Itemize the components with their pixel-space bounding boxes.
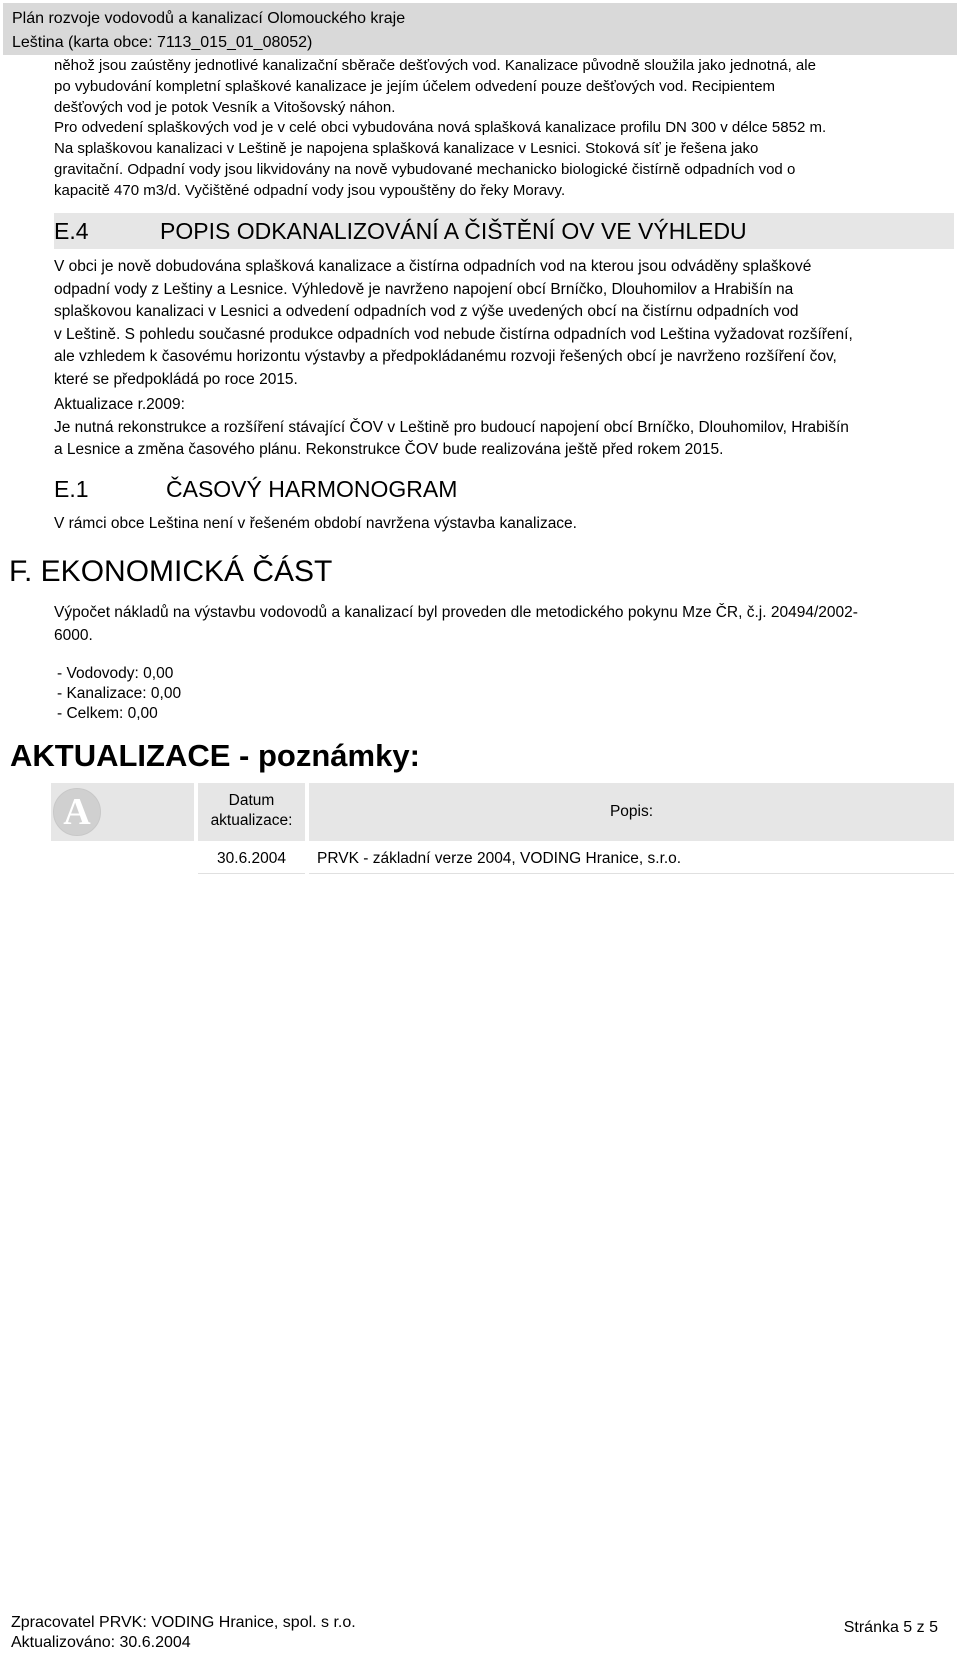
desc-column-header — [309, 783, 954, 841]
cost-kanalizace: - Kanalizace: 0,00 — [57, 685, 182, 702]
logo-cell — [51, 783, 194, 841]
row-desc-cell — [309, 845, 954, 874]
date-header-line2: aktualizace: — [210, 812, 293, 829]
text-line: v Leštině. S pohledu současné produkce odpadních vod nebude čistírna odpadních vod Leština vyžadovat rozšíření, — [54, 325, 853, 343]
logo-letter: A — [63, 791, 91, 833]
header-subtitle: Leština (karta obce: 7113_015_01_08052) — [12, 34, 313, 51]
section-f-paragraph — [54, 602, 934, 647]
section-e4-number: E.4 — [54, 218, 89, 244]
text-line: Výpočet nákladů na výstavbu vodovodů a kanalizací byl proveden dle metodického pokynu Mze ČR, č.j. 20494/2002- — [54, 604, 858, 621]
section-e1-title: ČASOVÝ HARMONOGRAM — [166, 476, 458, 502]
table-row — [198, 845, 954, 873]
text-line: V obci je nově dobudována splašková kanalizace a čistírna odpadních vod na kterou jsou odváděny splaškové — [54, 258, 812, 275]
row-description: PRVK - základní verze 2004, VODING Hranice, s.r.o. — [317, 850, 682, 867]
a-logo-icon — [53, 788, 101, 836]
desc-header-label: Popis: — [609, 803, 654, 820]
text-line: něhož jsou zaústěny jednotlivé kanalizační sběrače dešťových vod. Kanalizace původně sloužila jako jednotná, ale — [54, 57, 816, 74]
text-line: po vybudování kompletní splaškové kanalizace je jejím účelem odvedení pouze dešťových vod. Recipientem — [54, 77, 776, 95]
intro-paragraph — [54, 56, 934, 202]
footer-updated: Aktualizováno: 30.6.2004 — [11, 1634, 191, 1651]
update-label: Aktualizace r.2009: — [54, 396, 185, 413]
aktualizace-heading: AKTUALIZACE - poznámky: — [10, 738, 420, 773]
row-date-cell — [198, 845, 305, 874]
text-line: gravitační. Odpadní vody jsou likvidovány na nově vybudované mechanicko biologické čistírně odpadních vod o — [54, 160, 796, 178]
date-column-header — [198, 783, 305, 841]
section-f-heading: F. EKONOMICKÁ ČÁST — [9, 555, 333, 588]
update-2009-paragraph — [54, 394, 934, 462]
text-line: 6000. — [54, 626, 93, 644]
text-line: splaškovou kanalizaci v Lesnici a odvedení odpadních vod z výše uvedených obcí na čistírnu odpadních vod — [54, 303, 799, 320]
update-table-header — [51, 783, 954, 841]
cost-vodovody: - Vodovody: 0,00 — [57, 665, 174, 682]
footer-processor: Zpracovatel PRVK: VODING Hranice, spol. s r.o. — [11, 1614, 356, 1631]
section-e1-paragraph — [54, 513, 934, 536]
header-title: Plán rozvoje vodovodů a kanalizací Olomouckého kraje — [12, 10, 406, 27]
text-line: Je nutná rekonstrukce a rozšíření stávající ČOV v Leštině pro budoucí napojení obcí Brníčko, Dlouhomilov, Hrabišín — [54, 418, 849, 436]
section-e1-number: E.1 — [54, 476, 89, 502]
text-line: Na splaškovou kanalizaci v Leštině je napojena splašková kanalizace v Lesnici. Stoková síť je řešena jako — [54, 140, 759, 158]
text-line: a Lesnice a změna časového plánu. Rekonstrukce ČOV bude realizována ještě před rokem 2015. — [54, 441, 724, 458]
text-line: které se předpokládá po roce 2015. — [54, 370, 298, 388]
date-header-line1: Datum — [228, 792, 275, 809]
text-line: ale vzhledem k časovému horizontu výstavby a předpokládanému rozvoji řešených obcí je navrženo rozšíření čov, — [54, 348, 837, 365]
page-header — [3, 3, 957, 55]
footer-page-number: Stránka 5 z 5 — [843, 1619, 938, 1636]
text-line: Pro odvedení splaškových vod je v celé obci vybudována nová splašková kanalizace profilu DN 300 v délce 5852 m. — [54, 119, 827, 137]
section-e4-paragraph — [54, 256, 934, 391]
cost-celkem: - Celkem: 0,00 — [57, 705, 158, 722]
text-line: dešťových vod je potok Vesník a Vitošovský náhon. — [54, 98, 396, 116]
section-e4-title: POPIS ODKANALIZOVÁNÍ A ČIŠTĚNÍ OV VE VÝHLEDU — [160, 218, 747, 244]
text-line: kapacitě 470 m3/d. Vyčištěné odpadní vody jsou vypouštěny do řeky Moravy. — [54, 181, 566, 199]
text-line: V rámci obce Leština není v řešeném období navržena výstavba kanalizace. — [54, 515, 577, 532]
row-date: 30.6.2004 — [217, 850, 286, 867]
text-line: odpadní vody z Leštiny a Lesnice. Výhledově je navrženo napojení obcí Brníčko, Dlouhomilov a Hrabišín na — [54, 280, 794, 298]
